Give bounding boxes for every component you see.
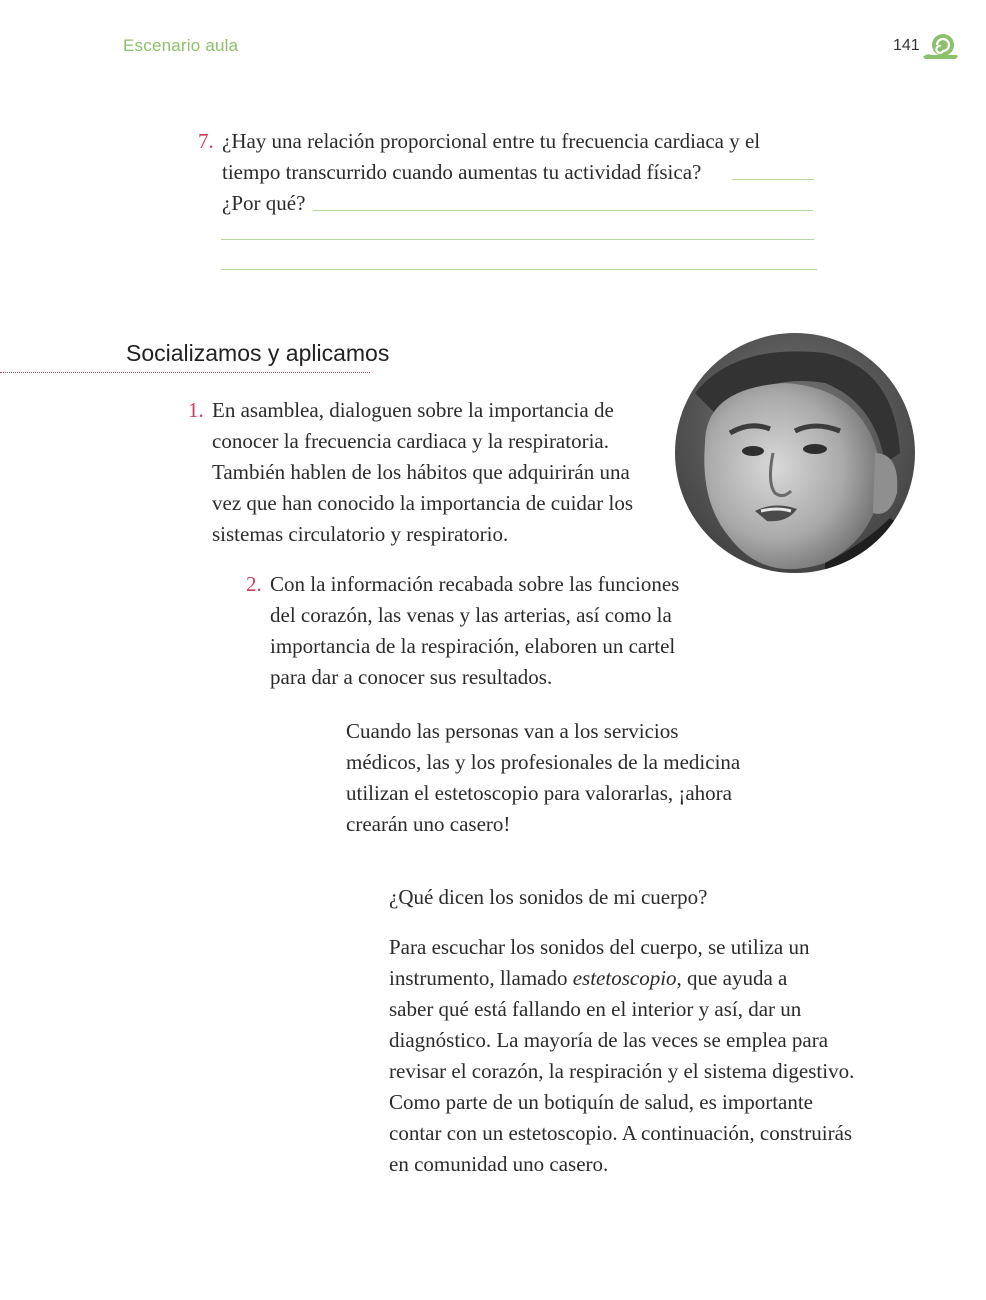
portrait-illustration bbox=[675, 333, 915, 573]
section-title: Socializamos y aplicamos bbox=[126, 340, 390, 366]
item-line: vez que han conocido la importancia de cuidar los bbox=[212, 491, 634, 515]
answer-line[interactable] bbox=[313, 210, 813, 211]
item-line: Con la información recabada sobre las funciones bbox=[270, 572, 680, 596]
item-line: sistemas circulatorio y respiratorio. bbox=[212, 522, 509, 546]
item-number: 2. bbox=[246, 572, 262, 596]
body-line: Para escuchar los sonidos del cuerpo, se utiliza un bbox=[389, 935, 810, 959]
page-number: 141 bbox=[893, 37, 920, 54]
body-line: en comunidad uno casero. bbox=[389, 1152, 609, 1176]
body-line: Como parte de un botiquín de salud, es importante bbox=[389, 1090, 813, 1114]
item-number: 1. bbox=[188, 398, 204, 422]
item-line: En asamblea, dialoguen sobre la importancia de bbox=[212, 398, 614, 422]
body-line: diagnóstico. La mayoría de las veces se emplea para bbox=[389, 1028, 829, 1052]
question-line: ¿Hay una relación proporcional entre tu frecuencia cardiaca y el bbox=[222, 129, 761, 153]
intro-paragraph bbox=[346, 716, 766, 840]
item-line: importancia de la respiración, elaboren un cartel bbox=[270, 634, 676, 658]
intro-line: crearán uno casero! bbox=[346, 812, 511, 836]
child-portrait-photo bbox=[675, 333, 915, 573]
item-line: para dar a conocer sus resultados. bbox=[270, 665, 553, 689]
intro-line: Cuando las personas van a los servicios bbox=[346, 719, 679, 743]
item-line: conocer la frecuencia cardiaca y la respiratoria. bbox=[212, 429, 609, 453]
stethoscope-term: estetoscopio bbox=[572, 966, 677, 990]
snail-icon bbox=[921, 31, 961, 61]
body-line: contar con un estetoscopio. A continuación, construirás bbox=[389, 1121, 853, 1145]
section-divider bbox=[0, 372, 370, 373]
item-line: del corazón, las venas y las arterias, así como la bbox=[270, 603, 672, 627]
answer-line[interactable] bbox=[221, 269, 817, 270]
question-line: ¿Por qué? bbox=[222, 191, 306, 215]
question-line: tiempo transcurrido cuando aumentas tu actividad física? bbox=[222, 160, 702, 184]
body-line: saber qué está fallando en el interior y así, dar un bbox=[389, 997, 802, 1021]
intro-line: médicos, las y los profesionales de la medicina bbox=[346, 750, 741, 774]
subsection-title: ¿Qué dicen los sonidos de mi cuerpo? bbox=[389, 885, 708, 909]
stethoscope-paragraph bbox=[389, 932, 869, 1180]
body-line: revisar el corazón, la respiración y el sistema digestivo. bbox=[389, 1059, 855, 1083]
body-line bbox=[389, 963, 869, 994]
question-number: 7. bbox=[198, 129, 214, 153]
item-line: También hablen de los hábitos que adquirirán una bbox=[212, 460, 630, 484]
body-text: instrumento, llamado bbox=[389, 966, 573, 990]
section-label: Escenario aula bbox=[123, 36, 239, 55]
body-text: , que ayuda a bbox=[676, 966, 788, 990]
intro-line: utilizan el estetoscopio para valorarlas, ¡ahora bbox=[346, 781, 732, 805]
answer-line[interactable] bbox=[732, 179, 814, 180]
answer-line[interactable] bbox=[221, 239, 814, 240]
